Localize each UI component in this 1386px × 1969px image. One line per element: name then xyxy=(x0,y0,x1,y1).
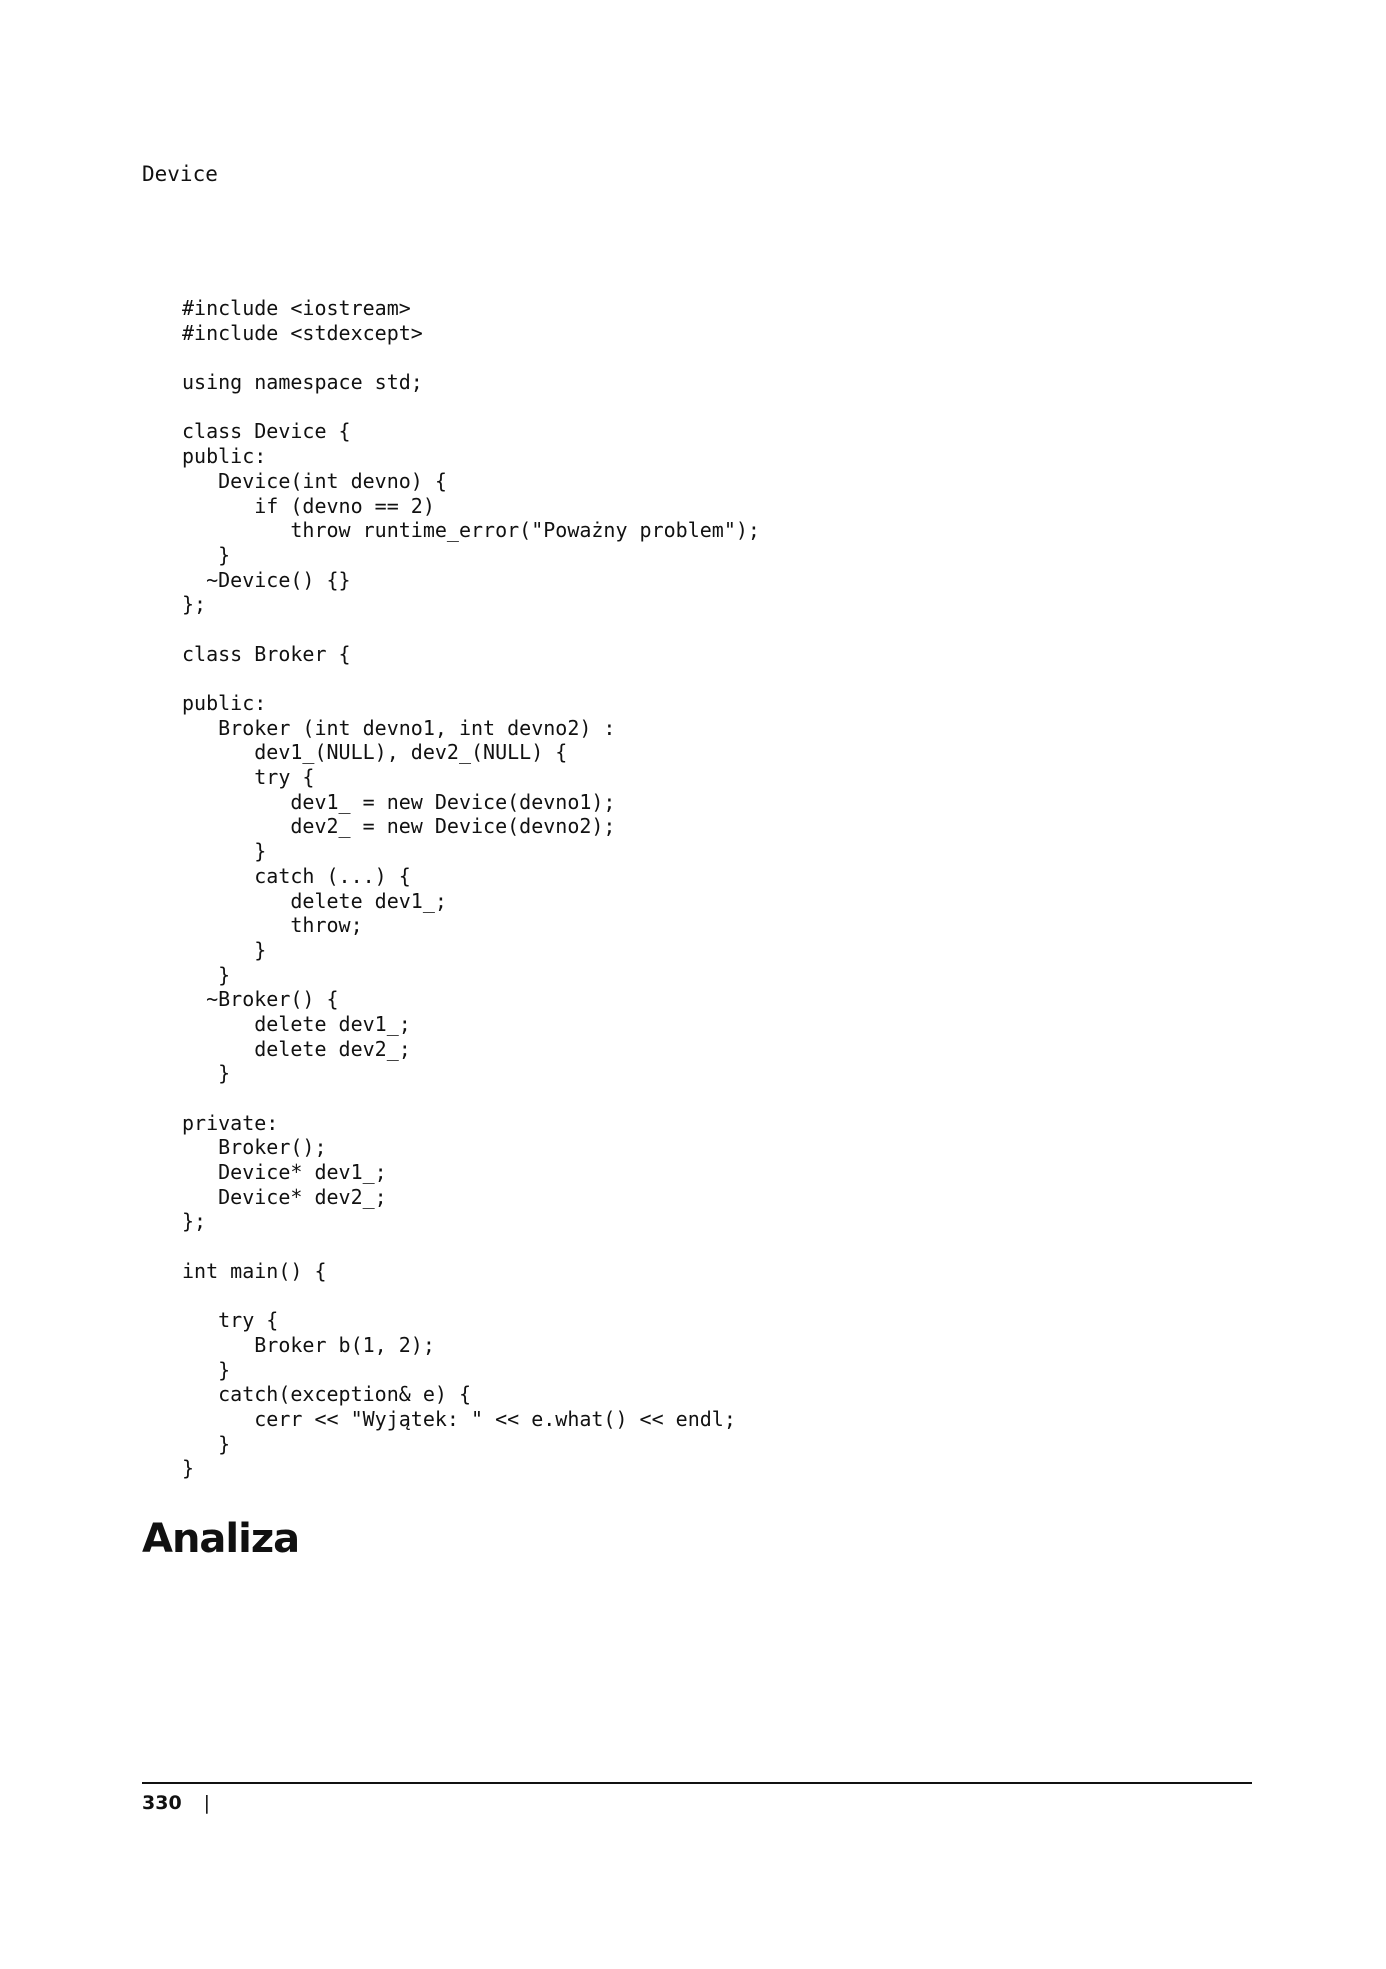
code-line xyxy=(182,864,1182,889)
code-text: class Broker { xyxy=(182,641,351,666)
code-text: catch(exception& e) { xyxy=(182,1382,471,1407)
code-text: class Device { xyxy=(182,419,351,444)
code-line xyxy=(182,889,1182,914)
code-text: Broker (int devno1, int devno2) : xyxy=(182,715,616,740)
code-text: Device(int devno) { xyxy=(182,468,447,493)
code-line xyxy=(182,839,1182,864)
code-text: try { xyxy=(182,1308,279,1333)
code-line xyxy=(182,1308,1182,1333)
code-text: } xyxy=(182,962,231,987)
code-text: public: xyxy=(182,691,267,715)
code-line xyxy=(182,1135,1182,1160)
code-line xyxy=(182,1160,1182,1185)
code-line xyxy=(182,765,1182,790)
code-text: ~Broker() { xyxy=(182,987,339,1012)
code-line xyxy=(182,691,1182,716)
code-text: } xyxy=(182,1061,231,1086)
code-text: } xyxy=(182,1431,231,1456)
code-line xyxy=(182,469,1182,494)
code-text: #include <stdexcept> xyxy=(182,320,423,345)
code-text: }; xyxy=(182,1209,207,1234)
code-line xyxy=(182,518,1182,543)
code-text: }; xyxy=(182,592,207,617)
code-text: } xyxy=(182,937,267,962)
code-line xyxy=(182,1382,1182,1407)
code-line xyxy=(182,938,1182,963)
code-text: } xyxy=(182,839,267,864)
code-line xyxy=(182,568,1182,593)
code-text: Broker b(1, 2); xyxy=(182,1332,435,1357)
code-text: delete dev1_; xyxy=(182,1011,411,1036)
code-line xyxy=(182,370,1182,395)
code-text: throw; xyxy=(182,913,363,938)
code-text: catch (...) { xyxy=(182,863,411,888)
code-line xyxy=(182,1284,1182,1309)
code-line xyxy=(182,444,1182,469)
code-text: Device* dev1_; xyxy=(182,1160,387,1185)
code-text: } xyxy=(182,542,231,567)
code-text: public: xyxy=(182,444,267,469)
code-text: dev2_ = new Device(devno2); xyxy=(182,814,616,839)
code-text: throw runtime_error("Poważny problem"); xyxy=(182,518,760,543)
code-line xyxy=(182,1234,1182,1259)
code-line xyxy=(182,543,1182,568)
footer-rule xyxy=(142,1782,1252,1784)
code-line xyxy=(182,1432,1182,1457)
code-line xyxy=(182,987,1182,1012)
page-number: 330 xyxy=(142,1792,182,1814)
code-line xyxy=(182,666,1182,691)
code-text: private: xyxy=(182,1110,279,1135)
code-text: Device* dev2_; xyxy=(182,1184,387,1209)
code-text: dev1_(NULL), dev2_(NULL) { xyxy=(182,740,568,765)
code-text: using namespace std; xyxy=(182,370,423,395)
code-text: delete dev1_; xyxy=(182,888,447,913)
code-line xyxy=(182,419,1182,444)
code-line xyxy=(182,592,1182,617)
intro-line-1 xyxy=(142,156,1252,191)
code-text: } xyxy=(182,1357,231,1382)
code-line xyxy=(182,1259,1182,1284)
code-line xyxy=(182,1061,1182,1086)
code-text: } xyxy=(182,1456,195,1481)
code-line xyxy=(182,1407,1182,1432)
code-text: ~Device() {} xyxy=(182,567,351,592)
code-line xyxy=(182,913,1182,938)
code-line xyxy=(182,395,1182,420)
code-text: #include <iostream> xyxy=(182,296,411,320)
code-text: if (devno == 2) xyxy=(182,493,435,518)
intro-paragraph xyxy=(142,156,1252,191)
code-line xyxy=(182,1185,1182,1210)
code-line xyxy=(182,1358,1182,1383)
code-listing xyxy=(182,296,1182,1481)
code-line xyxy=(182,321,1182,346)
code-line xyxy=(182,617,1182,642)
code-line xyxy=(182,716,1182,741)
code-line xyxy=(182,814,1182,839)
code-text: dev1_ = new Device(devno1); xyxy=(182,789,616,814)
code-line xyxy=(182,1037,1182,1062)
code-text: Broker(); xyxy=(182,1135,327,1160)
page-footer xyxy=(142,1792,232,1814)
code-text: try { xyxy=(182,765,315,790)
code-line xyxy=(182,963,1182,988)
footer-separator: | xyxy=(203,1792,211,1814)
code-text: cerr << "Wyjątek: " << e.what() << endl; xyxy=(182,1406,736,1431)
code-line xyxy=(182,790,1182,815)
code-line xyxy=(182,642,1182,667)
inline-code-device: Device xyxy=(142,162,218,186)
code-line xyxy=(182,1012,1182,1037)
code-line xyxy=(182,740,1182,765)
code-line xyxy=(182,296,1182,321)
code-line xyxy=(182,345,1182,370)
code-line xyxy=(182,494,1182,519)
code-text: int main() { xyxy=(182,1258,327,1283)
code-line xyxy=(182,1333,1182,1358)
code-text: delete dev2_; xyxy=(182,1036,411,1061)
section-heading: Analiza xyxy=(142,1516,300,1562)
code-line xyxy=(182,1111,1182,1136)
code-line xyxy=(182,1456,1182,1481)
code-line xyxy=(182,1209,1182,1234)
code-line xyxy=(182,1086,1182,1111)
